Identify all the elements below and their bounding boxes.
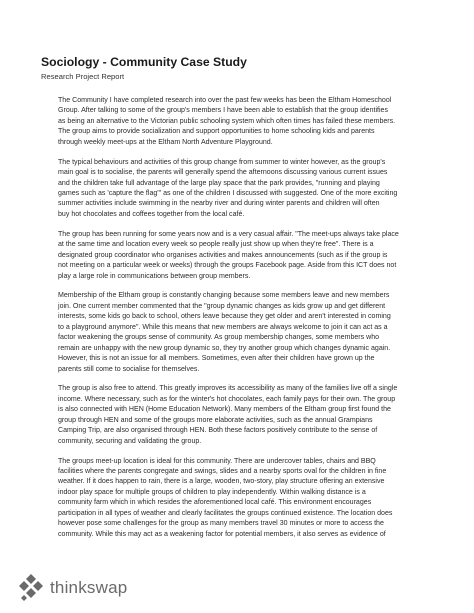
- text-line: as being an alternative to the Victorian public schooling system which often times has failed these members.: [58, 117, 396, 125]
- text-line: The group aims to provide socialization and support opportunities to home schooling kids and parents: [58, 128, 375, 136]
- text-line: Group. After talking to some of the group's members I have been able to establish that the group identifies: [58, 107, 389, 115]
- text-line: remain are unhappy with the new group dynamic so, they try another group which changes dynamic again.: [58, 344, 391, 352]
- text-line: interests, some kids go back to school, others leave because they get older and aren't interested in coming: [58, 313, 391, 321]
- text-line: facilities where the parents congregate and swings, slides and a nearby sports oval for the children in fine: [58, 468, 387, 475]
- text-line: designated group coordinator who organises activities and makes announcements (such as if the group is: [58, 251, 388, 259]
- text-line: income. Where necessary, such as for the winter's hot chocolates, each family pays for their own. The group: [58, 395, 396, 403]
- text-line: Membership of the Eltham group is constantly changing because some members leave and new members: [58, 292, 390, 300]
- text-line: indoor play space for multiple groups of children to play independently. Within walking distance is a: [58, 488, 366, 496]
- thinkswap-diamond-logo-icon: [16, 573, 46, 603]
- body-paragraph: [58, 384, 434, 447]
- text-line: community. While this may act as a weakening factor for potential members, it also serves as evidence of: [58, 530, 386, 538]
- text-line: community, securing and validating the group.: [58, 437, 202, 445]
- body-paragraph: [58, 291, 434, 375]
- text-line: However, this is not an issue for all members. Sometimes, even after their children have grown up the: [58, 355, 375, 363]
- text-line: The Community I have completed research into over the past few weeks has been the Eltham Homeschool: [58, 97, 392, 104]
- text-line: games such as 'capture the flag'" as one of the children I discussed with suggested. One of the more exciting: [58, 190, 398, 198]
- text-line: join. One current member commented that the "group dynamic changes as kids grow up and get different: [58, 302, 386, 310]
- text-line: The groups meet-up location is ideal for this community. There are undercover tables, chairs and BBQ: [58, 457, 376, 465]
- text-line: to a playground anymore". While this means that new members are always welcome to join it can act as a: [58, 323, 388, 331]
- text-line: The typical behaviours and activities of this group change from summer to winter however, as the group's: [58, 158, 386, 166]
- document-body: [58, 96, 434, 550]
- text-line: summer activities include swimming in the nearby river and during winter parents and children will often: [58, 200, 380, 208]
- text-line: factor weakening the groups sense of community. As group membership changes, some members who: [58, 334, 380, 342]
- body-paragraph: [58, 230, 434, 282]
- text-line: group through HEN and some of the groups more elaborate activities, such as the annual Grampians: [58, 416, 373, 424]
- body-paragraph: [58, 457, 434, 541]
- text-line: not meeting on a particular week or weeks) through the groups Facebook page. Aside from this ICT does not: [58, 262, 397, 270]
- logo-wordmark: thinkswap: [50, 578, 128, 597]
- document-subtitle: Research Project Report: [41, 72, 125, 81]
- text-line: participation in all types of weather and clearly facilitates the groups continued existence. The location does: [58, 509, 393, 517]
- text-line: weather. If it does happen to rain, there is a large, wooden, two-story, play structure offering an extensive: [58, 478, 385, 486]
- text-line: is also connected with HEN (Home Education Network). Many members of the Eltham group first found the: [58, 406, 391, 414]
- text-line: through weekly meet-ups at the Eltham North Adventure Playground.: [58, 138, 273, 146]
- text-line: however pose some challenges for the group as many members travel 30 minutes or more to access the: [58, 520, 384, 528]
- text-line: community farm which in which resides the aforementioned local café. This environment encourages: [58, 499, 372, 507]
- body-paragraph: [58, 96, 434, 148]
- text-line: The group has been running for some years now and is a very casual affair. "The meet-ups always take place: [58, 230, 399, 238]
- text-line: main goal is to socialise, the parents will generally spend the afternoons discussing various current issues: [58, 169, 388, 177]
- document-title: Sociology - Community Case Study: [41, 55, 247, 69]
- text-line: at the same time and location every week so people really just show up when they're free". There is a: [58, 241, 374, 249]
- thinkswap-logo[interactable]: [16, 571, 127, 605]
- text-line: buy hot chocolates and coffees together from the local café.: [58, 210, 245, 218]
- text-line: and the children take full advantage of the large play space that the park provides, "running and playing: [58, 179, 380, 187]
- text-line: parents still come to socialise for themselves.: [58, 365, 200, 373]
- text-line: Camping Trip, are also organised through HEN. Both these factors positively contribute to the sense of: [58, 427, 378, 435]
- body-paragraph: [58, 158, 434, 221]
- text-line: play a large role in communications between group members.: [58, 272, 251, 280]
- text-line: The group is also free to attend. This greatly improves its accessibility as many of the families live off a single: [58, 385, 398, 393]
